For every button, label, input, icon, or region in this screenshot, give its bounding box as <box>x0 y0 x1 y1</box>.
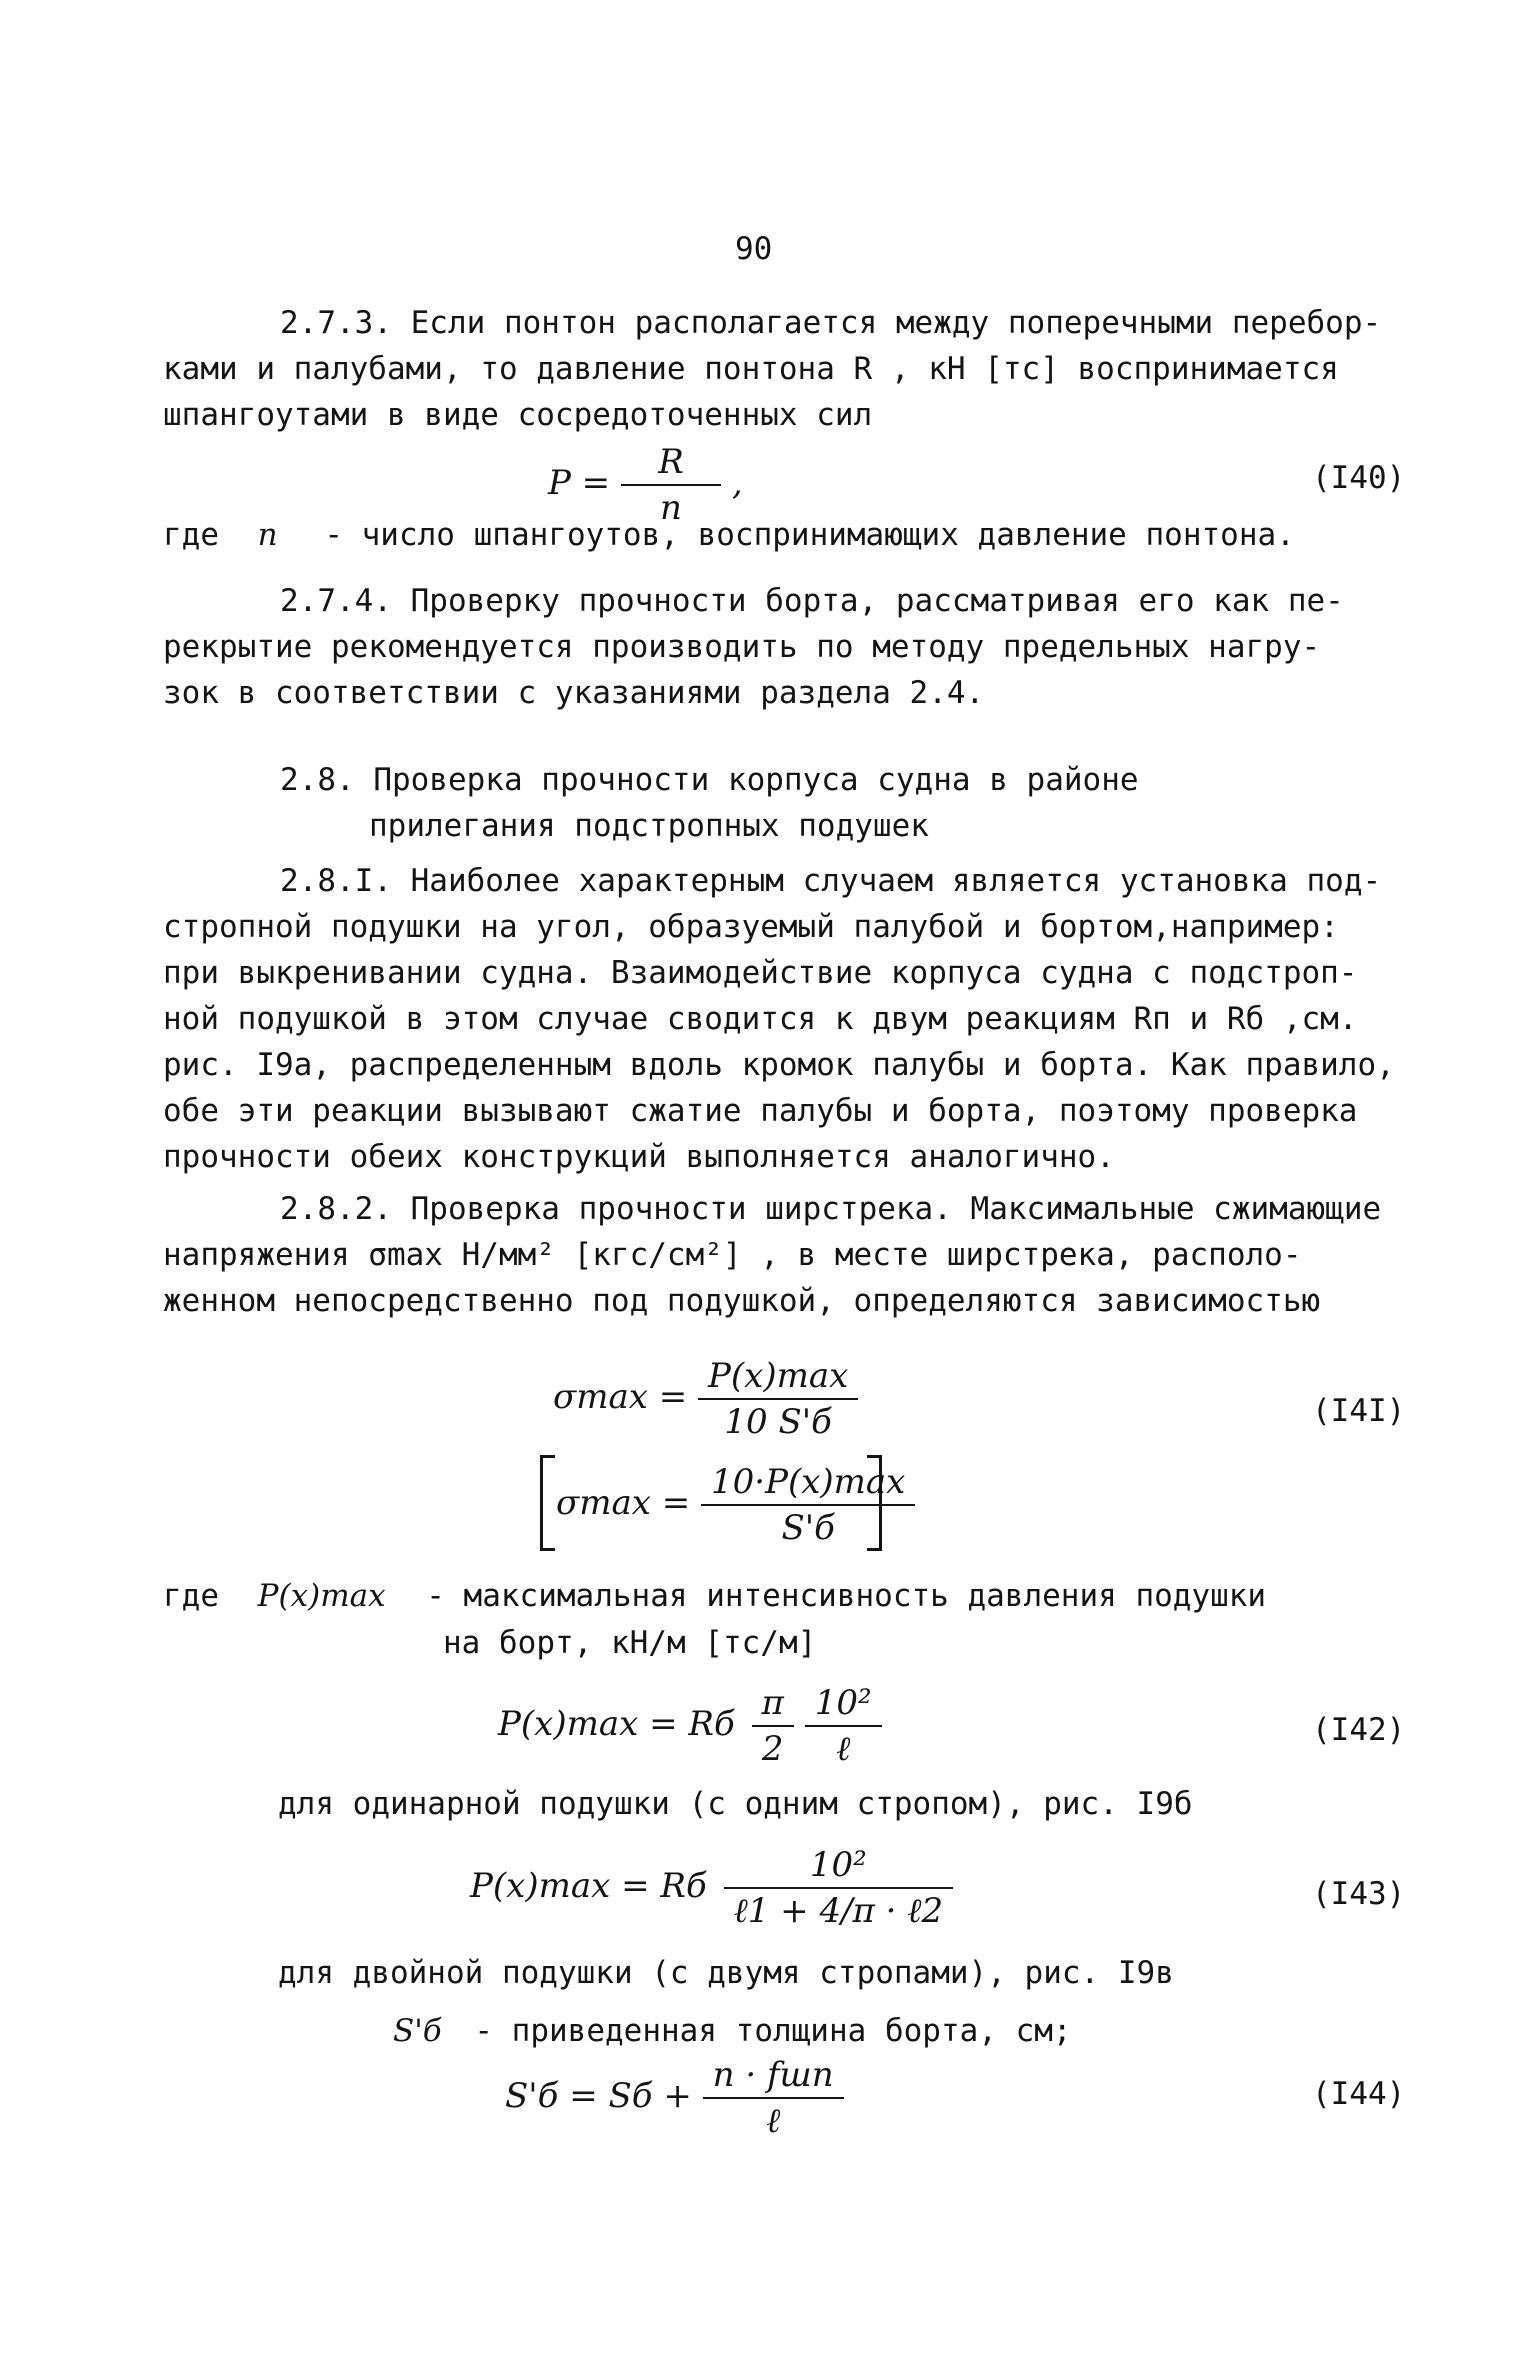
heading-line: прилегания подстропных подушек <box>369 808 929 844</box>
where-prefix: где <box>163 1578 219 1614</box>
formula-fraction <box>703 2055 844 2141</box>
formula-numerator: n · fшп <box>703 2055 844 2099</box>
formula-denominator: 10 S'б <box>724 1402 832 1442</box>
formula-lhs: P(x)max = <box>470 1866 650 1906</box>
text-line: стропной подушки на угол, образуемый палубой и бортом,например: <box>163 909 1339 945</box>
equation-number-140: (I40) <box>1312 460 1406 496</box>
text-line: рис. I9а, распределенным вдоль кромок палубы и борта. Как правило, <box>163 1047 1395 1083</box>
section-heading-2-8 <box>163 757 1408 849</box>
definition-s-prime <box>393 2008 1072 2054</box>
formula-denominator: n <box>660 488 682 528</box>
paragraph-2-7-3 <box>163 300 1408 438</box>
equation-number-141: (I4I) <box>1312 1393 1406 1429</box>
where-clause-140 <box>163 512 1295 558</box>
text-line: ной подушкой в этом случае сводится к двум реакциям Rп и Rб ,см. <box>163 1001 1358 1037</box>
formula-coefficient: Rб <box>660 1866 707 1906</box>
formula-fraction <box>698 1356 858 1442</box>
text-line: 2.7.3. Если понтон располагается между поперечными перебор- <box>280 305 1382 341</box>
heading-line: 2.8. Проверка прочности корпуса судна в районе <box>280 762 1139 798</box>
equation-number-142: (I42) <box>1312 1712 1406 1748</box>
formula-fraction-pi <box>752 1683 794 1769</box>
formula-denominator: S'б <box>781 1508 835 1548</box>
formula-comma: , <box>731 463 743 503</box>
paragraph-2-7-4 <box>163 578 1408 716</box>
formula-fraction <box>701 1462 915 1548</box>
bracket-left <box>540 1455 555 1551</box>
text-line: 2.7.4. Проверку прочности борта, рассматривая его как пе- <box>280 583 1344 619</box>
formula-numerator: 10² <box>724 1845 954 1889</box>
formula-denominator: 2 <box>761 1729 784 1769</box>
where-clause-141 <box>163 1573 1266 1619</box>
text-line: напряжения σmax Н/мм² [кгс/см²] , в месте ширстрека, располо- <box>163 1237 1302 1273</box>
text-line: при выкренивании судна. Взаимодействие корпуса судна с подстроп- <box>163 955 1358 991</box>
text-line: 2.8.2. Проверка прочности ширстрека. Максимальные сжимающие <box>280 1191 1382 1227</box>
note-142: для одинарной подушки (с одним стропом), рис. I9б <box>278 1786 1193 1822</box>
definition-symbol: S'б <box>393 2013 442 2049</box>
formula-141-si <box>553 1356 858 1442</box>
formula-numerator: R <box>621 442 721 486</box>
formula-lhs: S'б = Sб + <box>505 2076 692 2116</box>
formula-143 <box>470 1845 953 1931</box>
formula-denominator: ℓ <box>836 1729 851 1769</box>
where-symbol: P(x)max <box>257 1578 386 1614</box>
formula-lhs: P = <box>548 463 611 503</box>
text-line: 2.8.I. Наиболее характерным случаем является установка под- <box>280 863 1382 899</box>
formula-141-technical <box>556 1462 915 1548</box>
page-number: 90 <box>735 231 773 267</box>
formula-numerator: π <box>752 1683 794 1727</box>
text-line: рекрытие рекомендуется производить по методу предельных нагру- <box>163 629 1321 665</box>
formula-coefficient: Rб <box>688 1704 735 1744</box>
formula-numerator: 10·P(x)max <box>701 1462 915 1506</box>
where-text: - максимальная интенсивность давления подушки <box>426 1578 1267 1614</box>
definition-text: - приведенная толщина борта, см; <box>474 2013 1072 2049</box>
formula-denominator: ℓ1 + 4/π · ℓ2 <box>733 1891 944 1931</box>
equation-number-144: (I44) <box>1312 2076 1406 2112</box>
formula-denominator: ℓ <box>766 2101 781 2141</box>
where-text: - число шпангоутов, воспринимающих давление понтона. <box>324 517 1295 553</box>
formula-144 <box>505 2055 844 2141</box>
formula-lhs: P(x)max = <box>498 1704 678 1744</box>
note-143: для двойной подушки (с двумя стропами), рис. I9в <box>278 1955 1174 1991</box>
where-clause-141-cont: на борт, кН/м [тс/м] <box>443 1625 817 1661</box>
formula-numerator: P(x)max <box>698 1356 858 1400</box>
where-prefix: где <box>163 517 219 553</box>
paragraph-2-8-1 <box>163 858 1408 1180</box>
equation-number-143: (I43) <box>1312 1876 1406 1912</box>
formula-142 <box>498 1683 882 1769</box>
where-symbol: n <box>257 517 278 553</box>
formula-lhs: σmax = <box>556 1483 691 1523</box>
paragraph-2-8-2 <box>163 1186 1408 1324</box>
formula-fraction <box>724 1845 954 1931</box>
formula-fraction-ten <box>805 1683 882 1769</box>
text-line: прочности обеих конструкций выполняется аналогично. <box>163 1139 1115 1175</box>
text-line: женном непосредственно под подушкой, определяются зависимостью <box>163 1283 1321 1319</box>
text-line: зок в соответствии с указаниями раздела 2.4. <box>163 675 985 711</box>
text-line: обе эти реакции вызывают сжатие палубы и борта, поэтому проверка <box>163 1093 1358 1129</box>
text-line: ками и палубами, то давление понтона R , кН [тс] воспринимается <box>163 351 1339 387</box>
text-line: шпангоутами в виде сосредоточенных сил <box>163 397 873 433</box>
formula-numerator: 10² <box>805 1683 882 1727</box>
formula-lhs: σmax = <box>553 1377 688 1417</box>
